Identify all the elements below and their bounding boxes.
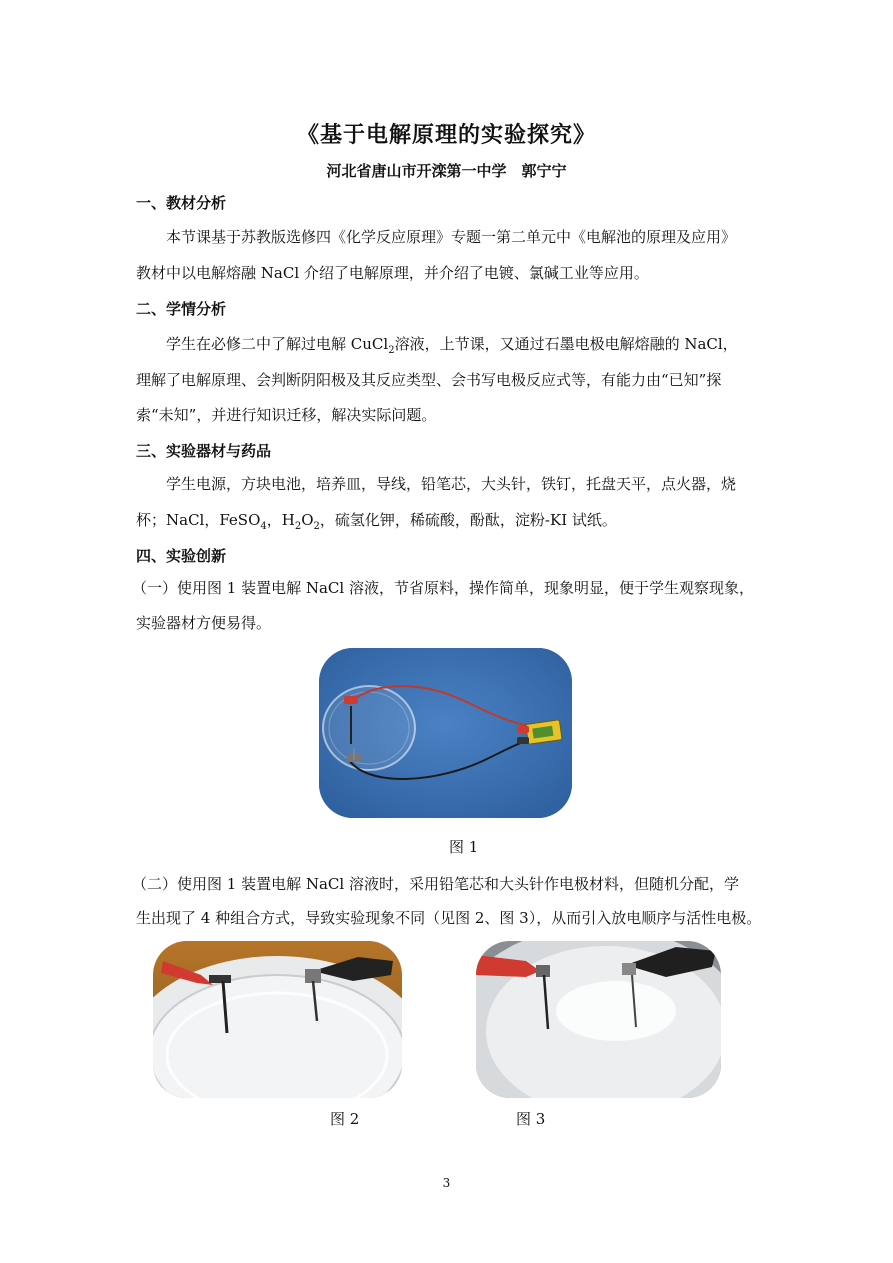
figure-1-photo: [319, 648, 572, 818]
page-number: 3: [442, 1176, 451, 1190]
figure-3-photo: [476, 941, 721, 1098]
textbook-paragraph-line-1: 本节课基于苏教版选修四《化学反应原理》专题一第二单元中《电解池的原理及应用》: [166, 228, 737, 246]
student-paragraph-line-2: 理解了电解原理、会判断阴阳极及其反应类型、会书写电极反应式等，有能力由“已知”探: [136, 371, 722, 389]
innovation-para1-line-1: （一）使用图 1 装置电解 NaCl 溶液，节省原料，操作简单，现象明显，便于学生观察现象，: [132, 579, 754, 597]
section-heading-innovation: 四、实验创新: [136, 547, 227, 565]
textbook-paragraph-line-2: 教材中以电解熔融 NaCl 介绍了电解原理，并介绍了电镀、氯碱工业等应用。: [136, 264, 649, 282]
figure-2-photo: [153, 941, 402, 1098]
materials-paragraph-line-2: 杯；NaCl，FeSO$_4$，$H_2O_2$，硫氢化钾，稀硫酸，酚酞，淀粉-KI 试纸。: [136, 511, 617, 532]
materials-paragraph-line-1: 学生电源，方块电池，培养皿，导线，铅笔芯，大头针，铁钉，托盘天平，点火器，烧: [166, 475, 737, 493]
innovation-para1-line-2: 实验器材方便易得。: [136, 614, 272, 632]
figure-1-illustration: [319, 648, 572, 818]
student-paragraph-line-1: 学生在必修二中了解过电解 CuCl$_2$溶液，上节课，又通过石墨电极电解熔融的 NaCl，: [166, 335, 738, 356]
innovation-para2-line-1: （二）使用图 1 装置电解 NaCl 溶液时，采用铅笔芯和大头针作电极材料，但随机分配，学: [132, 875, 739, 893]
figure-2-caption: 图 2: [330, 1110, 360, 1128]
student-paragraph-line-3: 索“未知”，并进行知识迁移，解决实际问题。: [136, 406, 437, 424]
section-heading-materials: 三、实验器材与药品: [136, 442, 272, 460]
figure-1-caption: 图 1: [449, 838, 479, 856]
document-title: 《基于电解原理的实验探究》: [296, 122, 596, 148]
section-heading-textbook: 一、教材分析: [136, 194, 227, 212]
figure-3-caption: 图 3: [516, 1110, 546, 1128]
figure-3-illustration: [476, 941, 721, 1098]
innovation-para2-line-2: 生出现了 4 种组合方式，导致实验现象不同（见图 2、图 3），从而引入放电顺序与活性电极。: [136, 909, 762, 927]
figure-2-illustration: [153, 941, 402, 1098]
section-heading-student: 二、学情分析: [136, 300, 227, 318]
author-line: 河北省唐山市开滦第一中学 郭宁宁: [326, 162, 567, 180]
